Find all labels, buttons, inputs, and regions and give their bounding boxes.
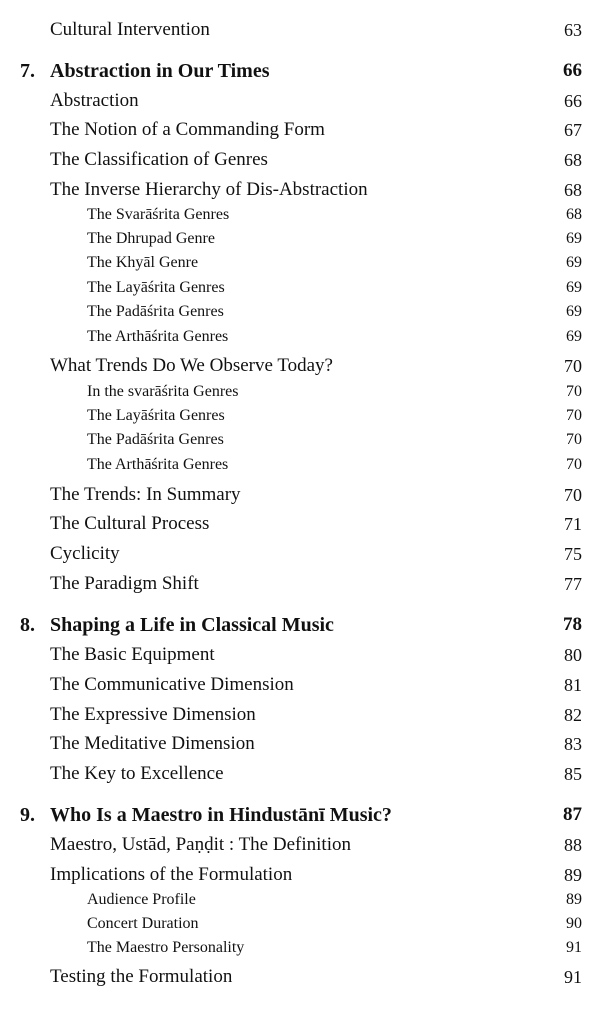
toc-subentry-page: 68 xyxy=(566,206,582,223)
toc-subentry-title: Audience Profile xyxy=(87,891,196,908)
toc-entry-title: What Trends Do We Observe Today? xyxy=(50,355,333,376)
toc-entry xyxy=(0,147,600,173)
toc-entry xyxy=(0,177,600,203)
toc-entry-title: Cyclicity xyxy=(50,543,120,564)
chapter-number: 7. xyxy=(20,60,35,82)
toc-subentry xyxy=(0,324,600,350)
toc-entry-page: 81 xyxy=(564,675,582,695)
toc-subentry xyxy=(0,250,600,276)
toc-entry xyxy=(0,353,600,379)
toc-subentry-title: The Layāśrita Genres xyxy=(87,279,225,296)
toc-subentry-title: The Padāśrita Genres xyxy=(87,303,224,320)
toc-subentry xyxy=(0,379,600,405)
chapter-number: 8. xyxy=(20,614,35,636)
toc-chapter-heading xyxy=(0,58,600,84)
toc-subentry xyxy=(0,887,600,913)
toc-entry xyxy=(0,964,600,990)
toc-subentry-page: 69 xyxy=(566,230,582,247)
toc-subentry-title: The Layāśrita Genres xyxy=(87,407,225,424)
toc-entry-page: 80 xyxy=(564,645,582,665)
toc-subentry xyxy=(0,226,600,252)
toc-subentry-page: 69 xyxy=(566,303,582,320)
toc-entry xyxy=(0,541,600,567)
toc-entry xyxy=(0,117,600,143)
toc-subentry-title: In the svarāśrita Genres xyxy=(87,383,239,400)
toc-entry-page: 82 xyxy=(564,705,582,725)
toc-entry-title: Maestro, Ustād, Paṇḍit : The Definition xyxy=(50,834,351,855)
toc-subentry-title: The Khyāl Genre xyxy=(87,254,199,271)
chapter-title: Abstraction in Our Times xyxy=(50,60,270,82)
toc-subentry-page: 69 xyxy=(566,279,582,296)
toc-entry-title: The Communicative Dimension xyxy=(50,674,294,695)
toc-entry xyxy=(0,17,600,43)
toc-entry-page: 71 xyxy=(564,514,582,534)
toc-subentry xyxy=(0,299,600,325)
toc-entry-title: The Key to Excellence xyxy=(50,763,224,784)
toc-subentry xyxy=(0,911,600,937)
toc-entry xyxy=(0,511,600,537)
toc-entry-page: 70 xyxy=(564,485,582,505)
toc-subentry-title: The Maestro Personality xyxy=(87,939,245,956)
toc-subentry-page: 69 xyxy=(566,328,582,345)
toc-subentry-title: The Dhrupad Genre xyxy=(87,230,215,247)
toc-subentry-page: 70 xyxy=(566,407,582,424)
toc-entry-title: Testing the Formulation xyxy=(50,966,233,987)
toc-entry-title: Implications of the Formulation xyxy=(50,864,293,885)
toc-entry-title: The Notion of a Commanding Form xyxy=(50,119,325,140)
toc-entry-title: The Paradigm Shift xyxy=(50,573,199,594)
toc-subentry xyxy=(0,275,600,301)
toc-entry-page: 77 xyxy=(564,574,582,594)
toc-entry-page: 75 xyxy=(564,544,582,564)
toc-entry xyxy=(0,862,600,888)
toc-chapter-heading xyxy=(0,612,600,638)
toc-subentry xyxy=(0,202,600,228)
toc-entry xyxy=(0,642,600,668)
toc-subentry-title: The Arthāśrita Genres xyxy=(87,456,229,473)
chapter-page: 87 xyxy=(563,804,582,825)
toc-entry xyxy=(0,702,600,728)
toc-entry-page: 89 xyxy=(564,865,582,885)
chapter-page: 78 xyxy=(563,614,582,635)
chapter-page: 66 xyxy=(563,60,582,81)
toc-entry-page: 88 xyxy=(564,835,582,855)
toc-entry-title: The Inverse Hierarchy of Dis-Abstraction xyxy=(50,179,368,200)
toc-subentry-title: The Svarāśrita Genres xyxy=(87,206,230,223)
toc-entry-page: 66 xyxy=(564,91,582,111)
toc-entry-page: 91 xyxy=(564,967,582,987)
toc-subentry-title: The Arthāśrita Genres xyxy=(87,328,229,345)
toc-entry-title: The Basic Equipment xyxy=(50,644,215,665)
toc-entry-page: 83 xyxy=(564,734,582,754)
chapter-title: Shaping a Life in Classical Music xyxy=(50,614,334,636)
toc-subentry xyxy=(0,452,600,478)
toc-entry-title: Abstraction xyxy=(50,90,139,111)
toc-entry xyxy=(0,761,600,787)
toc-subentry-page: 91 xyxy=(566,939,582,956)
toc-subentry xyxy=(0,427,600,453)
toc-entry-title: The Classification of Genres xyxy=(50,149,268,170)
toc-entry-page: 85 xyxy=(564,764,582,784)
toc-entry xyxy=(0,731,600,757)
toc-entry xyxy=(0,571,600,597)
chapter-number: 9. xyxy=(20,804,35,826)
toc-entry-page: 70 xyxy=(564,356,582,376)
toc-entry-title: The Expressive Dimension xyxy=(50,704,256,725)
toc-entry-title: The Trends: In Summary xyxy=(50,484,241,505)
toc-entry-page: 68 xyxy=(564,180,582,200)
toc-entry-page: 68 xyxy=(564,150,582,170)
toc-subentry xyxy=(0,935,600,961)
toc-entry xyxy=(0,482,600,508)
toc-entry-title: The Cultural Process xyxy=(50,513,210,534)
toc-entry-page: 67 xyxy=(564,120,582,140)
chapter-title: Who Is a Maestro in Hindustānī Music? xyxy=(50,804,392,826)
toc-entry xyxy=(0,832,600,858)
toc-entry-title: The Meditative Dimension xyxy=(50,733,255,754)
toc-subentry-page: 70 xyxy=(566,431,582,448)
toc-subentry-page: 70 xyxy=(566,456,582,473)
toc-subentry-title: Concert Duration xyxy=(87,915,199,932)
toc-chapter-heading xyxy=(0,802,600,828)
toc-entry-page: 63 xyxy=(564,20,582,40)
toc-entry-title: Cultural Intervention xyxy=(50,19,210,40)
toc-subentry-page: 70 xyxy=(566,383,582,400)
toc-entry xyxy=(0,88,600,114)
toc-subentry-page: 89 xyxy=(566,891,582,908)
toc-subentry-title: The Padāśrita Genres xyxy=(87,431,224,448)
toc-subentry xyxy=(0,403,600,429)
toc-subentry-page: 90 xyxy=(566,915,582,932)
toc-subentry-page: 69 xyxy=(566,254,582,271)
toc-entry xyxy=(0,672,600,698)
